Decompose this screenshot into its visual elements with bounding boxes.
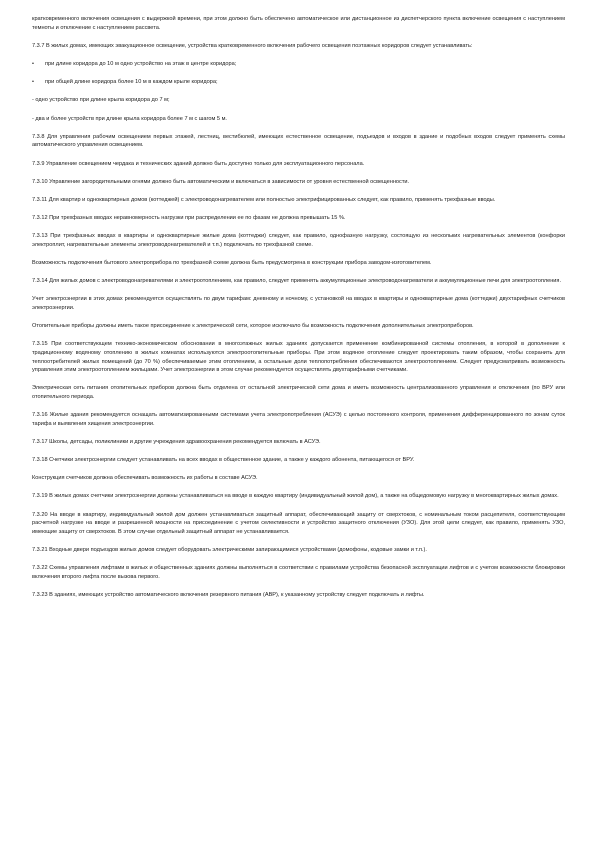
paragraph-7-3-17: 7.3.17 Школы, детсады, поликлиники и другие учреждения здравоохранения рекомендуется включать в АСУЭ. [32, 438, 321, 445]
paragraph-7-3-19: 7.3.19 В жилых домах счетчики электроэнергии должны устанавливаться на вводе в каждую квартиру (индивидуальный жилой дом), а также на общедомовую нагрузку в многоквартирных жилых домах. [32, 493, 559, 500]
bullet-dot-icon: • [32, 79, 34, 86]
paragraph-7-3-10: 7.3.10 Управление загородительными огнями должно быть автоматическим и включаться в зависимости от уровня естественной освещенности. [32, 178, 410, 185]
paragraph-7-3-13: 7.3.13 При трехфазных вводах в квартиры и одноквартирные жилые дома (коттеджи) следует, как правило, однофазную нагрузку, состоящую из нескольких нагревательных элементов (конфорки электроплит, нагревательные элементы электроводонагревателей и т.п.) подключать по трехфазной схеме. [32, 233, 565, 248]
paragraph-7-3-15: 7.3.15 При соответствующем технико-экономическом обосновании в многоэтажных жилых зданиях допускается применение комбинированной системы отопления, в которой в дополнение к традиционному водяному отоплению в жилых комнатах используются электроотопительные приборы. При этом водяное отопление следует проектировать таким образом, чтобы сохранить для теплоотребителей жилых помещений (до 70 %) обеспечиваемые этим отоплением, а остальные доли теплопотребления обеспечиваются электроотоплением. Следует предусматривать возможность управления этим электроотоплением жильцами. Учет электроэнергии в этом случае рекомендуется осуществлять двухтарифными счетчиками. [32, 341, 565, 374]
paragraph-7-3-18: 7.3.18 Счетчики электроэнергии следует устанавливать на всех вводах в общественное здание, а также у каждого абонента, питающегося от ВРУ. [32, 457, 415, 464]
dash-item: - два и более устройств при длине крыла коридора более 7 м с шагом 5 м. [32, 115, 227, 122]
paragraph-7-3-12: 7.3.12 При трехфазных вводах неравномерность нагрузки при распределении ее по фазам не должна превышать 15 %. [32, 215, 346, 222]
paragraph-7-3-8: 7.3.8 Для управления рабочим освещением первых этажей, лестниц, вестибюлей, имеющих естественное освещение, подъездов и входов в здание и подобных входов следует применять схемы автоматического управления освещением. [32, 133, 565, 149]
bullet-item [32, 60, 565, 69]
paragraph-continuation-7-3-6: кратковременного включения освещения с выдержкой времени, при этом должно быть обеспечено автоматическое или дистанционное из диспетчерского пункта включение освещения с наступлением темноты и отключение с наступлением рассвета. [32, 16, 565, 31]
paragraph-note: Отопительные приборы должны иметь такое присоединение к электрической сети, которое исключало бы возможность подключения дополнительных электроприборов. [32, 323, 474, 330]
paragraph-7-3-9: 7.3.9 Управление освещением чердака и технических зданий должно быть доступно только для эксплуатационного персонала. [32, 160, 365, 167]
paragraph-note: Возможность подключения бытового электроприбора по трехфазной схеме должна быть предусмотрена в конструкции прибора заводом-изготовителем. [32, 260, 432, 267]
bullet-item [32, 78, 565, 87]
paragraph-7-3-11: 7.3.11 Для квартир и одноквартирных домов (коттеджей) с электроводонагревателем или полностью электрифицированных следует, как правило, применять трехфазные вводы. [32, 196, 496, 203]
bullet-text: при длине коридора до 10 м одно устройство на этаж в центре коридора; [45, 60, 237, 67]
paragraph-7-3-22: 7.3.22 Схемы управления лифтами в жилых и общественных зданиях должны выполняться в соответствии с правилами устройства безопасной эксплуатации лифтов и с учетом возможности блокировки включения второго лифта после вызова первого. [32, 565, 565, 580]
paragraph-7-3-23: 7.3.23 В зданиях, имеющих устройство автоматического включения резервного питания (АВР), к указанному устройству следует подключать и лифты. [32, 592, 425, 598]
paragraph-note: Электрическая сеть питания отопительных приборов должна быть отделена от остальной электрической сети дома и иметь возможность централизованного управления и отключения (по ВРУ или отопительного периода. [32, 385, 565, 400]
paragraph-7-3-7: 7.3.7 В жилых домах, имеющих эвакуационное освещение, устройства кратковременного включения рабочего освещения поэтажных коридоров следует устанавливать: [32, 42, 473, 49]
paragraph-7-3-14: 7.3.14 Для жилых домов с электроводонагревателями и электроотоплением, как правило, следует применять аккумуляционные электроводонагреватели и аккумуляционные печи для электроотопления. [32, 278, 562, 285]
bullet-text: при общей длине коридора более 10 м в каждом крыле коридора; [45, 79, 218, 86]
paragraph-note: Учет электроэнергии в этих домах рекомендуется осуществлять по двум тарифам: дневному и ночному, с установкой на вводах в квартиры и одноквартирные дома (коттеджи) двухтарифных счетчиков электроэнергии. [32, 296, 565, 311]
bullet-dot-icon: • [32, 60, 34, 67]
paragraph-7-3-21: 7.3.21 Входные двери подъездов жилых домов следует оборудовать электрическими запирающимися устройствами (домофоны, кодовые замки и т.п.). [32, 547, 427, 554]
paragraph-note: Конструкция счетчиков должна обеспечивать возможность их работы в составе АСУЭ. [32, 475, 258, 482]
dash-item: - одно устройство при длине крыла коридора до 7 м; [32, 97, 170, 104]
paragraph-7-3-20: 7.3.20 На вводе в квартиру, индивидуальный жилой дом должен устанавливаться защитный аппарат, обеспечивающий защиту от сверхтоков, с номинальным током расцепителя, соответствующим расчетной нагрузке на вводе и разрешенной мощности на присоединение с учетом селективности и устройство защитного отключения (УЗО). Для этой цели следует, как правило, применять УЗО, имеющие защиту от сверхтоков. В этом случае отдельный защитный аппарат не устанавливается. [32, 511, 565, 535]
paragraph-7-3-16: 7.3.16 Жилые здания рекомендуется оснащать автоматизированными системами учета электропотребления (АСУЭ) с целью постоянного контроля, применения дифференцированного по зонам суток тарифа и выявления хищения электроэнергии. [32, 412, 565, 427]
